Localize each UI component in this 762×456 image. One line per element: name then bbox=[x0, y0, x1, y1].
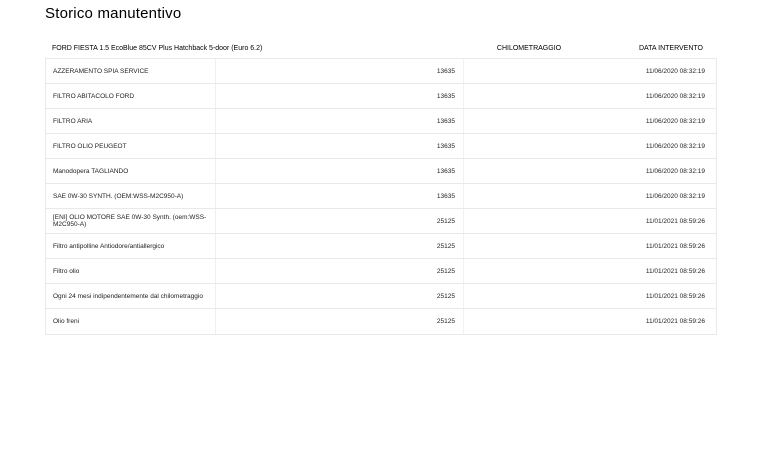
intervention-description: FILTRO ARIA bbox=[46, 109, 216, 133]
intervention-km: 13635 bbox=[216, 134, 464, 158]
intervention-km: 13635 bbox=[216, 109, 464, 133]
intervention-description: [ENI] OLIO MOTORE SAE 0W-30 Synth. (oem:WSS-M2C950-A) bbox=[46, 209, 216, 233]
intervention-km: 25125 bbox=[216, 209, 464, 233]
table-row bbox=[46, 84, 716, 109]
table-row bbox=[46, 284, 716, 309]
intervention-date: 11/01/2021 08:59:26 bbox=[645, 292, 705, 300]
intervention-km: 13635 bbox=[216, 84, 464, 108]
intervention-description: Filtro antipolline Antiodore/antiallergico bbox=[46, 234, 216, 258]
intervention-date: 11/06/2020 08:32:19 bbox=[645, 142, 705, 150]
page-title: Storico manutentivo bbox=[45, 5, 182, 22]
table-row bbox=[46, 184, 716, 209]
column-header-chilometraggio: CHILOMETRAGGIO bbox=[496, 44, 562, 52]
vehicle-name: FORD FIESTA 1.5 EcoBlue 85CV Plus Hatchback 5-door (Euro 6.2) bbox=[52, 44, 263, 52]
intervention-description: Filtro olio bbox=[46, 259, 216, 283]
table-row bbox=[46, 209, 716, 234]
table-row bbox=[46, 134, 716, 159]
table-row bbox=[46, 309, 716, 334]
table-row bbox=[46, 259, 716, 284]
intervention-date: 11/06/2020 08:32:19 bbox=[645, 117, 705, 125]
table-row bbox=[46, 59, 716, 84]
intervention-km: 25125 bbox=[216, 234, 464, 258]
intervention-km: 25125 bbox=[216, 284, 464, 308]
intervention-description: Olio freni bbox=[46, 309, 216, 334]
intervention-description: AZZERAMENTO SPIA SERVICE bbox=[46, 59, 216, 83]
maintenance-report bbox=[45, 38, 717, 335]
intervention-km: 13635 bbox=[216, 159, 464, 183]
intervention-description: SAE 0W-30 SYNTH. (OEM:WSS-M2C950-A) bbox=[46, 184, 216, 208]
intervention-description: FILTRO OLIO PEUGEOT bbox=[46, 134, 216, 158]
table-row bbox=[46, 109, 716, 134]
table-body bbox=[45, 58, 717, 335]
column-header-data-intervento: DATA INTERVENTO bbox=[638, 44, 703, 52]
intervention-date: 11/01/2021 08:59:26 bbox=[645, 267, 705, 275]
intervention-description: Ogni 24 mesi indipendentemente dal chilometraggio bbox=[46, 284, 216, 308]
intervention-date: 11/06/2020 08:32:19 bbox=[645, 192, 705, 200]
intervention-km: 25125 bbox=[216, 309, 464, 334]
intervention-km: 13635 bbox=[216, 59, 464, 83]
table-row bbox=[46, 159, 716, 184]
table-header bbox=[45, 38, 717, 58]
intervention-date: 11/06/2020 08:32:19 bbox=[645, 92, 705, 100]
intervention-date: 11/01/2021 08:59:26 bbox=[645, 217, 705, 225]
table-row bbox=[46, 234, 716, 259]
intervention-date: 11/01/2021 08:59:26 bbox=[645, 242, 705, 250]
intervention-date: 11/06/2020 08:32:19 bbox=[645, 167, 705, 175]
intervention-km: 25125 bbox=[216, 259, 464, 283]
intervention-km: 13635 bbox=[216, 184, 464, 208]
intervention-description: FILTRO ABITACOLO FORD bbox=[46, 84, 216, 108]
intervention-description: Manodopera TAGLIANDO bbox=[46, 159, 216, 183]
intervention-date: 11/06/2020 08:32:19 bbox=[645, 67, 705, 75]
intervention-date: 11/01/2021 08:59:26 bbox=[645, 318, 705, 325]
